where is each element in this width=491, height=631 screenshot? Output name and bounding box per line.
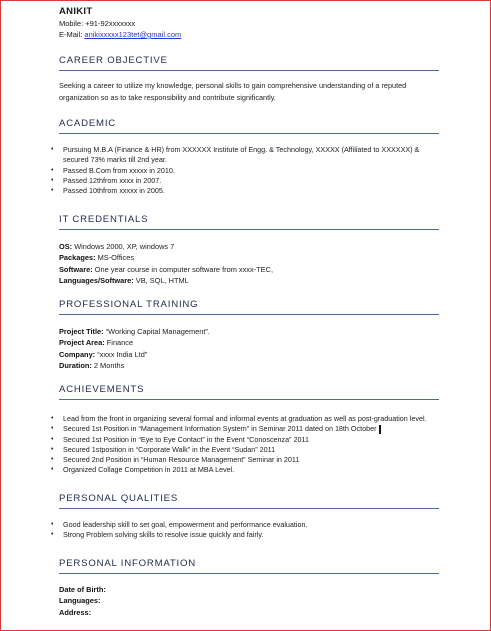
personal-qualities-section — [59, 493, 439, 541]
kv-row — [59, 584, 439, 595]
list-item: • Pursuing M.B.A (Finance & HR) from XXXXXX Institute of Engg. & Technology, XXXXX (Affiliated to XXXXXX) & secured 73% marks till 2nd year. — [63, 145, 439, 166]
list-item: • Passed 12thfrom xxxx in 2007. — [63, 176, 439, 186]
list-item: • Passed B.Com from xxxxx in 2010. — [63, 166, 439, 176]
kv-value: 2 Months — [91, 360, 125, 370]
academic-list — [59, 145, 439, 196]
section-divider — [59, 133, 439, 134]
training-list — [59, 326, 439, 371]
career-objective-section — [59, 55, 439, 104]
career-objective-text: Seeking a career to utilize my knowledge, personal skills to gain comprehensive understanding of a reputed organization so as to take responsibility and contribute significantly. — [59, 81, 407, 102]
kv-row — [59, 275, 439, 286]
kv-row — [59, 607, 439, 618]
kv-row — [59, 252, 439, 263]
qualities-list — [59, 520, 439, 541]
list-item: • Secured 1stposition in “Corporate Walk” in the Event “Sudan” 2011 — [63, 445, 439, 455]
list-item: • Secured 2nd Position in “Human Resource Management” Seminar in 2011 — [63, 455, 439, 465]
kv-value: “Working Capital Management”. — [103, 327, 210, 336]
it-credentials-list — [59, 241, 439, 286]
resume-header — [59, 6, 439, 40]
section-divider — [59, 573, 439, 574]
kv-label: OS: — [59, 242, 73, 251]
professional-training-section — [59, 299, 439, 371]
section-divider — [59, 508, 439, 509]
text-cursor — [379, 425, 381, 434]
kv-label: Company: — [59, 349, 96, 359]
kv-value: VB, SQL, HTML — [133, 275, 189, 285]
list-item-text: Secured 1st Position in “Management Information System” in Seminar 2011 dated on 18th October — [63, 424, 377, 434]
mobile-number: Mobile: +91-92xxxxxxx — [59, 19, 136, 28]
kv-label: Languages/Software: — [59, 275, 134, 285]
academic-section — [59, 118, 439, 196]
kv-label: Project Title: — [59, 327, 104, 336]
section-title: PROFESSIONAL TRAINING — [59, 299, 199, 310]
list-item: • Lead from the front in organizing several formal and informal events at graduation as well as post-graduation level. — [63, 414, 439, 424]
section-title: PERSONAL INFORMATION — [59, 558, 196, 569]
section-divider — [59, 314, 439, 315]
it-credentials-section — [59, 214, 439, 286]
kv-value: Finance — [104, 338, 134, 348]
kv-row — [59, 349, 439, 360]
list-item: • Good leadership skill to set goal, empowerment and performance evaluation. — [63, 520, 439, 530]
kv-label: Project Area: — [59, 338, 105, 348]
kv-value: One year course in computer software from xxxx-TEC, — [92, 264, 273, 274]
kv-value: MS-Offices — [95, 253, 135, 263]
email-line — [59, 29, 439, 40]
kv-label: Date of Birth: — [59, 585, 106, 594]
kv-label: Languages: — [59, 596, 101, 606]
section-divider — [59, 399, 439, 400]
section-title: ACHIEVEMENTS — [59, 384, 145, 395]
kv-value: “xxxx India Ltd” — [95, 349, 148, 359]
kv-label: Duration: — [59, 360, 92, 370]
kv-label: Software: — [59, 264, 93, 274]
section-divider — [59, 229, 439, 230]
achievements-list — [59, 414, 439, 476]
list-item: • Passed 10thfrom xxxxx in 2005. — [63, 186, 439, 196]
kv-label: Packages: — [59, 253, 96, 263]
section-title: PERSONAL QUALITIES — [59, 493, 179, 504]
list-item: • Organized Collage Competition in 2011 at MBA Level. — [63, 465, 439, 475]
kv-row — [59, 264, 439, 275]
candidate-name: ANIKIT — [59, 6, 93, 17]
section-title: CAREER OBJECTIVE — [59, 55, 168, 66]
list-item: • Strong Problem solving skills to resolve issue quickly and fairly. — [63, 530, 439, 540]
personal-info-list — [59, 584, 439, 618]
kv-row — [59, 360, 439, 371]
kv-row — [59, 595, 439, 606]
list-item — [63, 424, 439, 434]
kv-label: Address: — [59, 607, 92, 617]
kv-row — [59, 337, 439, 348]
email-link[interactable]: anikixxxxx123tet@gmail.com — [84, 30, 182, 39]
section-title: ACADEMIC — [59, 118, 117, 129]
achievements-section — [59, 384, 439, 476]
personal-information-section — [59, 558, 439, 618]
kv-value: Windows 2000, XP, windows 7 — [72, 242, 175, 251]
kv-row — [59, 241, 439, 252]
list-item: • Secured 1st Position in “Eye to Eye Contact” in the Event “Conoscenza” 2011 — [63, 435, 439, 445]
email-label: E-Mail: — [59, 30, 85, 39]
section-title: IT CREDENTIALS — [59, 214, 149, 225]
kv-row — [59, 326, 439, 337]
section-divider — [59, 70, 439, 71]
